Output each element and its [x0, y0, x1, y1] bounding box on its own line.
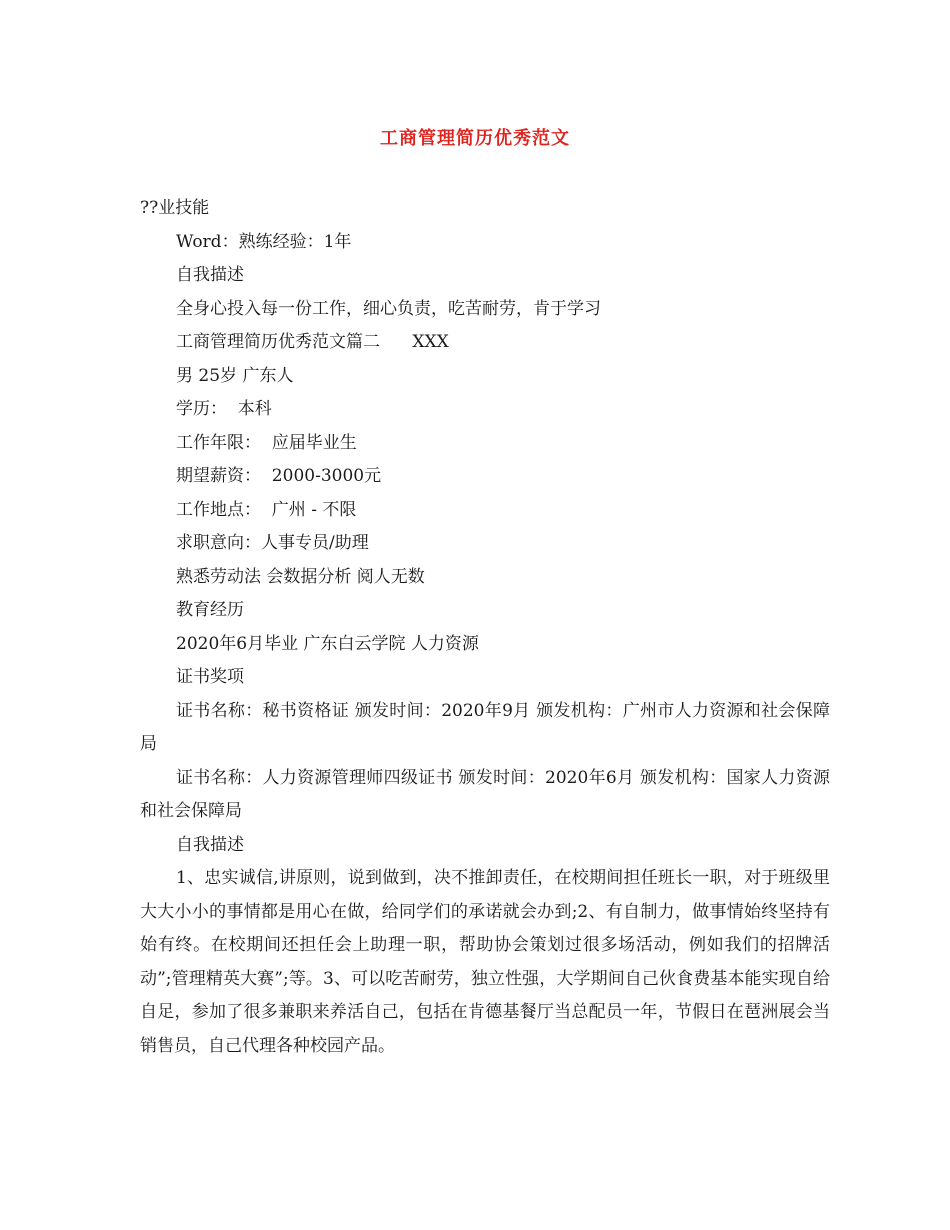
text-line: 熟悉劳动法 会数据分析 阅人无数 [176, 566, 425, 587]
section-heading-self-description: 自我描述 [176, 834, 244, 855]
certificate-entry: 证书名称：人力资源管理师四级证书 颁发时间：2020年6月 颁发机构：国家人力资源和社会保障局 [140, 767, 830, 821]
text-line: 学历： 本科 [176, 399, 272, 419]
text-line: 2020年6月毕业 广东白云学院 人力资源 [176, 633, 479, 654]
text-line: 全身心投入每一份工作，细心负责，吃苦耐劳，肯于学习 [176, 298, 601, 319]
text-line: 证书奖项 [176, 667, 244, 687]
document-title: 工商管理简历优秀范文 [380, 128, 570, 149]
text-line: 求职意向：人事专员/助理 [176, 533, 369, 553]
section-heading-skills: ??业技能 [140, 198, 210, 218]
text-line: 期望薪资： 2000-3000元 [176, 466, 382, 486]
document-body [140, 192, 830, 1063]
text-line: 男 25岁 广东人 [176, 365, 294, 386]
text-line: Word：熟练经验：1年 [176, 231, 352, 252]
text-line: 教育经历 [176, 600, 244, 620]
text-line: 工作年限： 应届毕业生 [176, 432, 357, 453]
text-line: 自我描述 [176, 265, 244, 285]
text-line: 工作地点： 广州 - 不限 [176, 499, 357, 520]
self-description-paragraph: 1、忠实诚信,讲原则，说到做到，决不推卸责任，在校期间担任班长一职，对于班级里大大小小的事情都是用心在做，给同学们的承诺就会办到;2、有自制力，做事情始终坚持有始有终。在校期间还担任会上助理一职，帮助协会策划过很多场活动，例如我们的招牌活动”;管理精英大赛”;等。3、可以吃苦耐劳，独立性强，大学期间自己伙食费基本能实现自给自足，参加了很多兼职来养活自己，包括在肯德基餐厅当总配员一年，节假日在琶洲展会当销售员，自己代理各种校园产品。 [140, 868, 830, 1056]
text-line: 工商管理简历优秀范文篇二 XXX [176, 332, 449, 352]
certificate-entry: 证书名称：秘书资格证 颁发时间：2020年9月 颁发机构：广州市人力资源和社会保障局 [140, 700, 830, 754]
